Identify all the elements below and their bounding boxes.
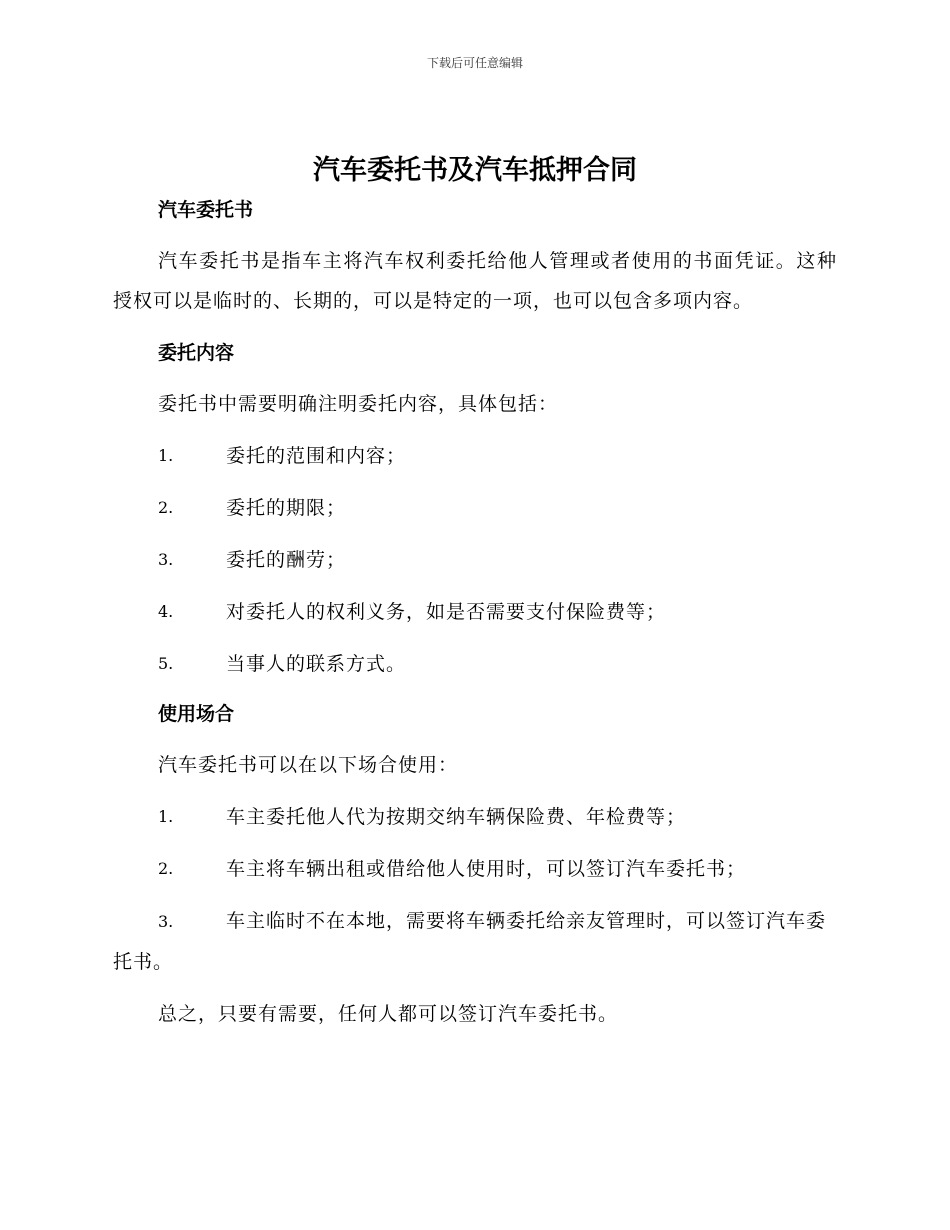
list-item <box>113 488 837 528</box>
conclusion-paragraph: 总之，只要有需要，任何人都可以签订汽车委托书。 <box>158 1003 619 1025</box>
content-intro: 委托书中需要明确注明委托内容，具体包括： <box>158 393 559 415</box>
list-number: 2. <box>158 498 174 517</box>
list-number: 4. <box>158 602 174 621</box>
list-number: 1. <box>158 807 174 826</box>
list-text: 车主临时不在本地，需要将车辆委托给亲友管理时，可以签订汽车委托书。 <box>113 910 827 973</box>
list-text: 车主将车辆出租或借给他人使用时，可以签订汽车委托书； <box>226 858 747 880</box>
list-item <box>113 540 837 580</box>
section-heading-usage: 使用场合 <box>158 703 235 725</box>
usage-intro: 汽车委托书可以在以下场合使用： <box>158 754 459 776</box>
list-text: 委托的期限； <box>226 497 347 519</box>
list-text: 对委托人的权利义务，如是否需要支付保险费等； <box>226 601 667 623</box>
list-item <box>113 436 837 476</box>
list-item <box>113 849 837 889</box>
list-text: 车主委托他人代为按期交纳车辆保险费、年检费等； <box>226 806 687 828</box>
document-title: 汽车委托书及汽车抵押合同 <box>313 155 637 186</box>
section-heading-intro: 汽车委托书 <box>158 199 254 221</box>
document-body <box>113 192 837 1034</box>
list-item <box>113 797 837 837</box>
header-note: 下载后可任意编辑 <box>426 56 523 70</box>
list-number: 3. <box>158 550 174 569</box>
list-text: 委托的酬劳； <box>226 549 347 571</box>
list-number: 3. <box>158 912 174 931</box>
section-heading-content: 委托内容 <box>158 342 235 364</box>
list-item <box>113 901 837 982</box>
intro-paragraph: 汽车委托书是指车主将汽车权利委托给他人管理或者使用的书面凭证。这种授权可以是临时的、长期的，可以是特定的一项，也可以包含多项内容。 <box>113 250 837 312</box>
list-number: 2. <box>158 859 174 878</box>
list-number: 5. <box>158 654 174 673</box>
list-item <box>113 644 837 684</box>
list-text: 委托的范围和内容； <box>226 445 407 467</box>
list-text: 当事人的联系方式。 <box>226 653 407 675</box>
list-number: 1. <box>158 446 174 465</box>
list-item <box>113 592 837 632</box>
